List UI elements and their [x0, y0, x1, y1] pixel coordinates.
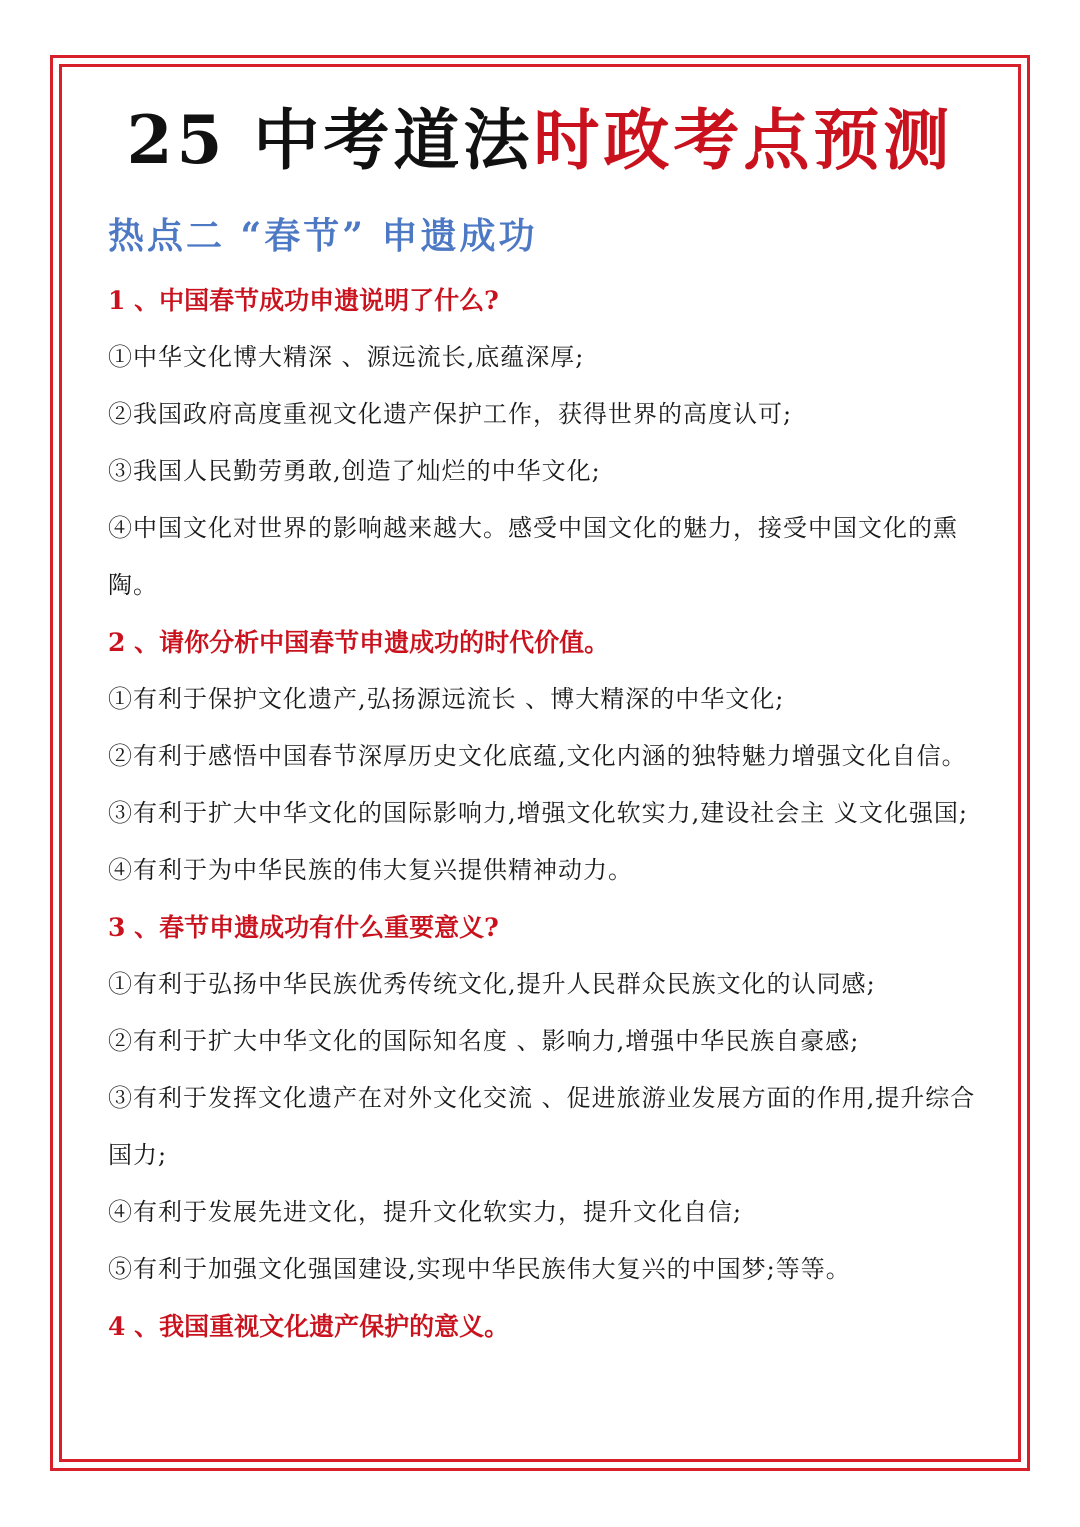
answer-point: ③有利于扩大中华文化的国际影响力,增强文化软实力,建设社会主 义文化强国; — [108, 799, 968, 827]
answer-point: ②有利于扩大中华文化的国际知名度 、影响力,增强中华民族自豪感; — [108, 1027, 860, 1055]
page-title — [0, 98, 1080, 182]
answer-point: ①中华文化博大精深 、源远流长,底蕴深厚; — [108, 343, 585, 371]
answer-point: ③有利于发挥文化遗产在对外文化交流 、促进旅游业发展方面的作用,提升综合国力; — [108, 1084, 976, 1169]
hot-topic-heading: 热点二 “春节” 申遗成功 — [108, 215, 538, 257]
answer-point: ③我国人民勤劳勇敢,创造了灿烂的中华文化; — [108, 457, 601, 485]
section-3 — [108, 899, 980, 1298]
question-heading: 2 、请你分析中国春节申遗成功的时代价值。 — [108, 628, 610, 657]
section-2 — [108, 614, 980, 899]
answer-point: ④有利于为中华民族的伟大复兴提供精神动力。 — [108, 856, 633, 884]
answer-point: ⑤有利于加强文化强国建设,实现中华民族伟大复兴的中国梦;等等。 — [108, 1255, 851, 1283]
answer-point: ②我国政府高度重视文化遗产保护工作，获得世界的高度认可; — [108, 400, 793, 428]
title-black-part: 25 中考道法 — [126, 101, 534, 179]
answer-point: ①有利于弘扬中华民族优秀传统文化,提升人民群众民族文化的认同感; — [108, 970, 876, 998]
answer-point: ②有利于感悟中国春节深厚历史文化底蕴,文化内涵的独特魅力增强文化自信。 — [108, 742, 967, 770]
section-1 — [108, 272, 980, 614]
answer-point: ④中国文化对世界的影响越来越大。感受中国文化的魅力，接受中国文化的熏陶。 — [108, 514, 958, 599]
answer-point: ④有利于发展先进文化，提升文化软实力，提升文化自信; — [108, 1198, 743, 1226]
title-red-part: 时政考点预测 — [533, 101, 954, 179]
question-heading: 1 、中国春节成功申遗说明了什么? — [108, 286, 499, 315]
question-heading: 3 、春节申遗成功有什么重要意义? — [108, 913, 499, 942]
section-4 — [108, 1298, 980, 1355]
question-heading: 4 、我国重视文化遗产保护的意义。 — [108, 1312, 510, 1341]
main-content — [108, 208, 980, 1355]
answer-point: ①有利于保护文化遗产,弘扬源远流长 、博大精深的中华文化; — [108, 685, 785, 713]
